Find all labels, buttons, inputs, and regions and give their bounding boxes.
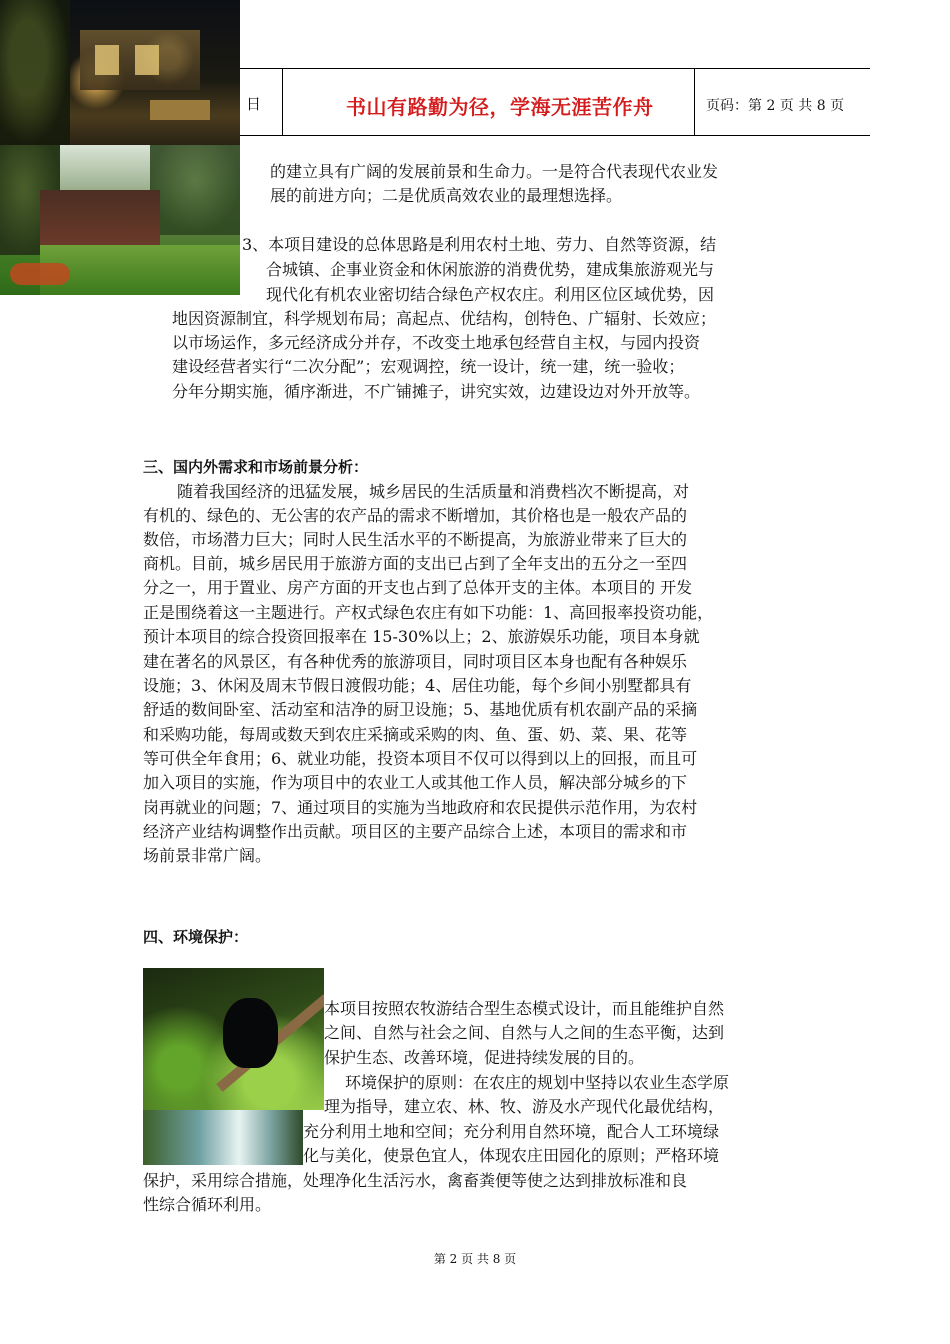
section-heading-environment: 四、环境保护： (143, 928, 249, 946)
header-date-label: 日 (246, 95, 262, 113)
body-line: 设施；3、休闲及周末节假日渡假功能；4、居住功能，每个乡间小别墅都具有 (143, 676, 692, 695)
body-line: 保护，采用综合措施，处理净化生活污水，禽畜粪便等使之达到排放标准和良 (143, 1171, 688, 1190)
body-line: 3、本项目建设的总体思路是利用农村土地、劳力、自然等资源，结 (242, 235, 717, 254)
section-heading-market: 三、国内外需求和市场前景分析： (143, 458, 369, 476)
body-line: 本项目按照农牧游结合型生态模式设计，而且能维护自然 (324, 999, 725, 1018)
body-line: 随着我国经济的迅猛发展，城乡居民的生活质量和消费档次不断提高，对 (177, 482, 690, 501)
body-line: 化与美化，使景色宜人，体现农庄田园化的原则；严格环境 (303, 1146, 720, 1165)
page-header (240, 68, 870, 136)
body-line: 以市场运作，多元经济成分并存，不改变土地承包经营自主权，与园内投资 (172, 333, 701, 352)
waterfall-photo (143, 1110, 303, 1165)
body-line: 和采购功能，每周或数天到农庄采摘或采购的肉、鱼、蛋、奶、菜、果、花等 (143, 725, 688, 744)
beetle-photo (143, 968, 324, 1110)
body-line: 建在著名的风景区，有各种优秀的旅游项目，同时项目区本身也配有各种娱乐 (143, 652, 688, 671)
night-house-photo (0, 0, 240, 145)
body-line: 正是围绕着这一主题进行。产权式绿色农庄有如下功能：1、高回报率投资功能， (143, 603, 714, 622)
body-line: 分之一，用于置业、房产方面的开支也占到了总体开支的主体。本项目的 开发 (143, 578, 693, 597)
body-line: 性综合循环利用。 (143, 1195, 272, 1214)
body-line: 环境保护的原则：在农庄的规划中坚持以农业生态学原 (345, 1073, 730, 1092)
body-line: 加入项目的实施，作为项目中的农业工人或其他工作人员，解决部分城乡的下 (143, 773, 688, 792)
body-line: 展的前进方向；二是优质高效农业的最理想选择。 (270, 186, 623, 205)
body-line: 的建立具有广阔的发展前景和生命力。一是符合代表现代农业发 (270, 162, 719, 181)
body-line: 合城镇、企事业资金和休闲旅游的消费优势，建成集旅游观光与 (266, 260, 715, 279)
body-line: 岗再就业的问题；7、通过项目的实施为当地政府和农民提供示范作用，为农村 (143, 798, 698, 817)
body-line: 数倍，市场潜力巨大；同时人民生活水平的不断提高，为旅游业带来了巨大的 (143, 530, 688, 549)
body-line: 现代化有机农业密切结合绿色产权农庄。利用区位区域优势，因 (266, 285, 715, 304)
body-line: 预计本项目的综合投资回报率在 15-30%以上；2、旅游娱乐功能，项目本身就 (143, 627, 700, 646)
body-line: 地因资源制宜，科学规划布局；高起点、优结构，创特色、广辐射、长效应； (172, 309, 717, 328)
body-line: 舒适的数间卧室、活动室和洁净的厨卫设施；5、基地优质有机农副产品的采摘 (143, 700, 698, 719)
body-line: 经济产业结构调整作出贡献。项目区的主要产品综合上述，本项目的需求和市 (143, 822, 688, 841)
header-page-info: 页码：第 2 页 共 8 页 (706, 98, 845, 114)
body-line: 场前景非常广阔。 (143, 846, 272, 865)
body-line: 有机的、绿色的、无公害的农产品的需求不断增加，其价格也是一般农产品的 (143, 506, 688, 525)
body-line: 充分利用土地和空间；充分利用自然环境，配合人工环境绿 (303, 1122, 720, 1141)
header-motto-cell (282, 69, 894, 135)
body-line: 等可供全年食用；6、就业功能，投资本项目不仅可以得到以上的回报，而且可 (143, 749, 698, 768)
header-date-cell (240, 69, 283, 135)
page-footer: 第 2 页 共 8 页 (433, 1252, 517, 1266)
body-line: 建设经营者实行“二次分配”；宏观调控，统一设计，统一建，统一验收； (172, 357, 685, 376)
body-line: 分年分期实施，循序渐进，不广铺摊子，讲究实效，边建设边对外开放等。 (172, 382, 701, 401)
body-line: 商机。目前，城乡居民用于旅游方面的支出已占到了全年支出的五分之一至四 (143, 554, 688, 573)
body-line: 理为指导，建立农、林、牧、游及水产现代化最优结构， (324, 1097, 725, 1116)
body-line: 之间、自然与社会之间、自然与人之间的生态平衡，达到 (324, 1023, 725, 1042)
header-motto: 书山有路勤为径，学海无涯苦作舟 (346, 95, 654, 119)
lodge-garden-photo (0, 145, 240, 295)
header-divider (694, 69, 695, 135)
body-line: 保护生态、改善环境，促进持续发展的目的。 (324, 1048, 645, 1067)
